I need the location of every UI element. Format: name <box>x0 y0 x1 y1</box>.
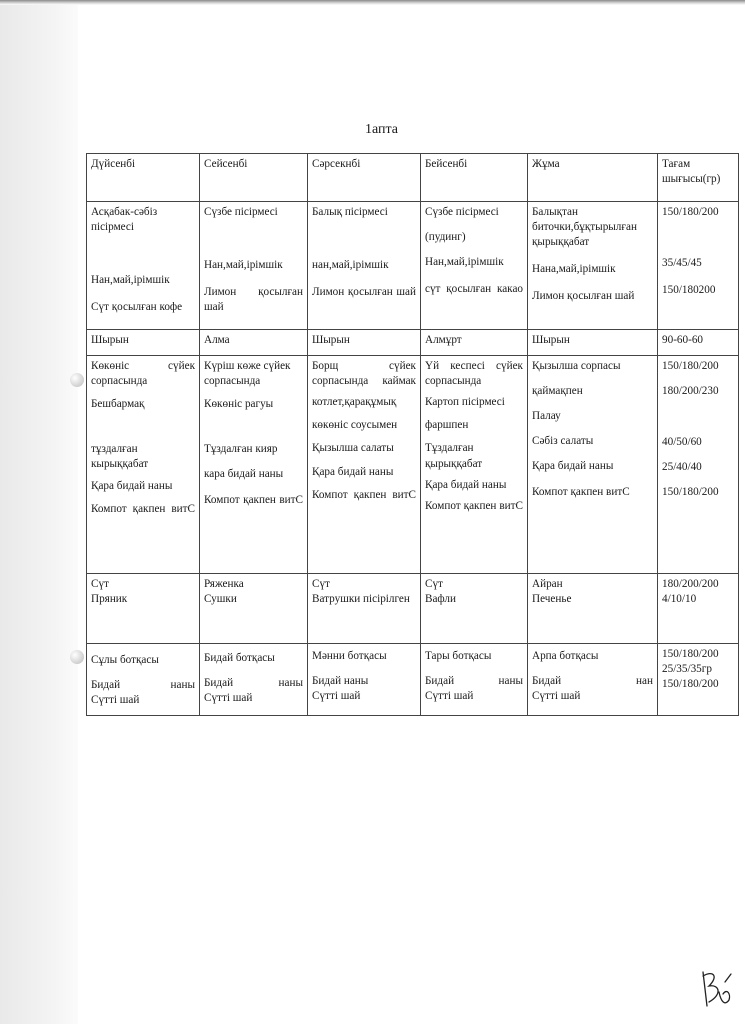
menu-item: Печенье <box>532 593 572 606</box>
cell-monday <box>87 574 200 644</box>
menu-item: Компот қакпен витС <box>425 499 523 512</box>
cell-portion <box>658 202 739 330</box>
menu-item: Нан,май,ірімшік <box>204 259 283 272</box>
punch-hole <box>70 650 84 664</box>
menu-item: Асқабак-сәбіз пісірмесі <box>91 206 158 234</box>
cell-tuesday <box>200 644 308 716</box>
menu-item: Вафли <box>425 593 456 606</box>
cell-monday: Шырын <box>87 330 200 356</box>
cell-tuesday: Алма <box>200 330 308 356</box>
menu-item: Арпа ботқасы <box>532 650 599 662</box>
menu-item: Нана,май,ірімшік <box>532 263 616 276</box>
page-gutter <box>0 0 78 1024</box>
header-tuesday: Сейсенбі <box>200 154 308 202</box>
menu-item: кара бидай наны <box>204 468 284 481</box>
cell-friday <box>528 356 658 574</box>
cell-thursday <box>421 574 528 644</box>
cell-wednesday <box>308 574 421 644</box>
menu-item: Борщ сүйек сорпасында каймак <box>312 360 416 388</box>
menu-item: фаршпен <box>425 419 469 432</box>
menu-item: Балық пісірмесі <box>312 206 388 218</box>
cell-monday <box>87 202 200 330</box>
menu-item: Қызылша сорпасы <box>532 360 621 372</box>
cell-wednesday <box>308 356 421 574</box>
menu-item: Көкөніс сүйек сорпасында <box>91 360 195 388</box>
cell-friday <box>528 644 658 716</box>
table-row-snack <box>87 330 739 356</box>
portion-value: 25/35/35гр <box>662 663 712 676</box>
portion-value: 150/180/200 <box>662 678 719 691</box>
weekly-menu-table <box>86 153 739 716</box>
portion-value: 180/200/230 <box>662 385 719 398</box>
menu-item: Компот қакпен витС <box>91 502 195 515</box>
menu-item: Бидай нан <box>532 675 653 688</box>
menu-item: қаймақпен <box>532 385 583 398</box>
cell-thursday <box>421 202 528 330</box>
menu-item: Компот қакпен витС <box>204 493 303 506</box>
menu-item: Лимон қосылған шай <box>312 286 416 299</box>
menu-item: нан,май,ірімшік <box>312 259 389 272</box>
menu-item: Күріш көже сүйек сорпасында <box>204 360 291 388</box>
cell-thursday: Алмұрт <box>421 330 528 356</box>
cell-portion: 90-60-60 <box>658 330 739 356</box>
portion-value: 25/40/40 <box>662 461 702 474</box>
cell-portion <box>658 644 739 716</box>
portion-value: 150/180/200 <box>662 648 719 660</box>
menu-item: Сүтті шай <box>91 694 140 707</box>
menu-item: Нан,май,ірімшік <box>425 256 504 269</box>
menu-item: Бидай наны <box>312 675 369 688</box>
scan-edge <box>0 0 745 5</box>
header-friday: Жұма <box>528 154 658 202</box>
menu-item: Пряник <box>91 593 128 606</box>
table-row-lunch <box>87 356 739 574</box>
menu-item: Лимон қосылған шай <box>204 286 303 314</box>
portion-value: 4/10/10 <box>662 593 697 606</box>
menu-item: Сүт <box>425 578 443 590</box>
menu-item: Сәбіз салаты <box>532 435 594 448</box>
header-portion: Тағам шығысы(гр) <box>658 154 739 202</box>
cell-monday <box>87 644 200 716</box>
cell-tuesday <box>200 574 308 644</box>
header-wednesday: Сәрсекнбі <box>308 154 421 202</box>
page-title: 1апта <box>365 122 399 137</box>
menu-item: Сүтті шай <box>312 690 361 703</box>
menu-item: Картоп пісірмесі <box>425 396 505 409</box>
menu-item: көкөніс соусымен <box>312 419 398 432</box>
cell-portion <box>658 574 739 644</box>
cell-thursday <box>421 644 528 716</box>
cell-wednesday <box>308 644 421 716</box>
menu-item: тұздалған кырыққабат <box>91 443 149 471</box>
menu-item: Компот қакпен витС <box>312 488 416 501</box>
menu-item: Тұздалған кияр <box>204 443 278 456</box>
menu-item: Бидай ботқасы <box>204 652 275 664</box>
menu-item: Бидай наны <box>204 677 303 690</box>
cell-wednesday: Шырын <box>308 330 421 356</box>
menu-item: Қара бидай наны <box>91 479 173 492</box>
menu-item: Сүзбе пісірмесі <box>204 206 278 218</box>
menu-item: Қара бидай наны <box>425 478 507 491</box>
portion-value: 150/180/200 <box>662 206 719 218</box>
menu-item: Палау <box>532 410 561 423</box>
menu-item: (пудинг) <box>425 231 466 244</box>
cell-wednesday <box>308 202 421 330</box>
menu-item: Бидай наны <box>91 679 195 692</box>
menu-item: Сұлы ботқасы <box>91 654 159 666</box>
portion-value: 40/50/60 <box>662 436 702 449</box>
table-row-afternoon-snack <box>87 574 739 644</box>
menu-item: Көкөніс рагуы <box>204 398 274 411</box>
handwritten-signature <box>697 962 737 1012</box>
table-row-dinner <box>87 644 739 716</box>
portion-value: 150/180/200 <box>662 486 719 499</box>
menu-item: Балықтан биточки,бұқтырылған қырыққабат <box>532 206 637 249</box>
menu-item: Сүзбе пісірмесі <box>425 206 499 218</box>
cell-friday: Шырын <box>528 330 658 356</box>
cell-friday <box>528 574 658 644</box>
cell-friday <box>528 202 658 330</box>
portion-value: 150/180200 <box>662 284 716 297</box>
menu-item: Нан,май,ірімшік <box>91 274 170 287</box>
menu-item: Лимон қосылған шай <box>532 290 635 303</box>
menu-item: Ватрушки пісірілген <box>312 593 410 606</box>
portion-value: 150/180/200 <box>662 360 719 372</box>
menu-item: Айран <box>532 578 563 590</box>
header-row <box>87 154 739 202</box>
menu-item: Сүтті шай <box>425 690 474 703</box>
menu-item: Мәнни ботқасы <box>312 650 387 662</box>
menu-item: Қызылша салаты <box>312 442 394 455</box>
menu-item: Қара бидай наны <box>532 460 614 473</box>
menu-item: Сүтті шай <box>532 690 581 703</box>
header-thursday: Бейсенбі <box>421 154 528 202</box>
menu-item: Сүтті шай <box>204 692 253 705</box>
menu-item: Бешбармақ <box>91 398 145 411</box>
menu-item: Тары ботқасы <box>425 650 492 662</box>
menu-item: котлет,қарақұмық <box>312 396 397 409</box>
menu-item: Қара бидай наны <box>312 465 394 478</box>
portion-value: 180/200/200 <box>662 578 719 590</box>
cell-tuesday <box>200 202 308 330</box>
menu-item: Бидай наны <box>425 675 523 688</box>
portion-value: 35/45/45 <box>662 257 702 270</box>
menu-item: Сүт <box>91 578 109 590</box>
header-monday: Дүйсенбі <box>87 154 200 202</box>
table-row-breakfast <box>87 202 739 330</box>
menu-item: Тұздалған қырыққабат <box>425 442 483 470</box>
cell-tuesday <box>200 356 308 574</box>
punch-hole <box>70 373 84 387</box>
cell-monday <box>87 356 200 574</box>
menu-item: Сүт қосылған кофе <box>91 301 183 314</box>
menu-item: сүт қосылған какао <box>425 283 523 296</box>
cell-portion <box>658 356 739 574</box>
menu-item: Ряженка <box>204 578 244 590</box>
cell-thursday <box>421 356 528 574</box>
menu-item: Сүт <box>312 578 330 590</box>
menu-item: Сушки <box>204 593 237 606</box>
menu-item: Компот қакпен витС <box>532 485 630 498</box>
menu-item: Үй кеспесі сүйек сорпасында <box>425 360 523 388</box>
